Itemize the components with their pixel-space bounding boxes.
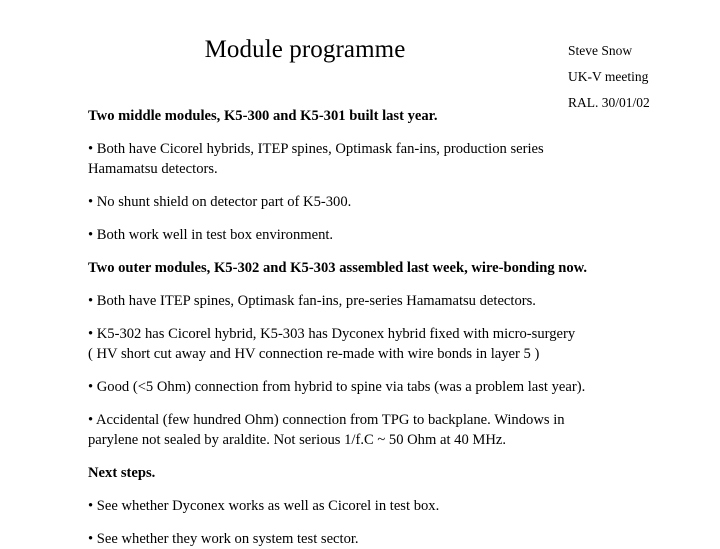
bullet-icon: • [88, 412, 94, 428]
bullet-text: See whether they work on system test sector. [96, 531, 359, 547]
bullet-item [88, 529, 668, 549]
bullet-icon: • [88, 227, 94, 243]
bullet-item [88, 324, 668, 364]
slide-title-block [60, 36, 550, 65]
section-heading-next-steps: Next steps. [88, 465, 156, 481]
bullet-icon: • [88, 379, 94, 395]
bullet-icon: • [88, 293, 94, 309]
bullet-icon: • [88, 326, 94, 342]
bullet-text: Good (<5 Ohm) connection from hybrid to spine via tabs (was a problem last year). [96, 379, 586, 395]
bullet-text: Accidental (few hundred Ohm) connection from TPG to backplane. Windows in [95, 412, 565, 428]
bullet-text: K5-302 has Cicorel hybrid, K5-303 has Dyconex hybrid fixed with micro-surgery [96, 326, 576, 342]
bullet-icon: • [88, 194, 94, 210]
meta-author: Steve Snow [568, 43, 633, 58]
bullet-text: Both have ITEP spines, Optimask fan-ins, pre-series Hamamatsu detectors. [96, 293, 536, 309]
bullet-item [88, 192, 668, 212]
slide-body [88, 106, 668, 549]
bullet-text-continued: Hamamatsu detectors. [88, 161, 218, 177]
bullet-text: Both work well in test box environment. [96, 227, 334, 243]
meta-venue-date: RAL. 30/01/02 [568, 95, 650, 110]
meta-event: UK-V meeting [568, 69, 649, 84]
bullet-text-continued: parylene not sealed by araldite. Not serious 1/f.C ~ 50 Ohm at 40 MHz. [88, 432, 507, 448]
bullet-item [88, 410, 668, 450]
bullet-item [88, 225, 668, 245]
bullet-text: See whether Dyconex works as well as Cicorel in test box. [96, 498, 440, 514]
bullet-text: Both have Cicorel hybrids, ITEP spines, Optimask fan-ins, production series [96, 141, 544, 157]
bullet-item [88, 496, 668, 516]
bullet-item [88, 377, 668, 397]
section-heading-middle-modules: Two middle modules, K5-300 and K5-301 built last year. [88, 108, 438, 124]
bullet-text-continued: ( HV short cut away and HV connection re-made with wire bonds in layer 5 ) [88, 346, 540, 362]
bullet-icon: • [88, 531, 94, 547]
bullet-item [88, 291, 668, 311]
bullet-icon: • [88, 498, 94, 514]
bullet-icon: • [88, 141, 94, 157]
bullet-text: No shunt shield on detector part of K5-300. [96, 194, 352, 210]
page-title: Module programme [204, 36, 406, 63]
bullet-item [88, 139, 668, 179]
slide-meta-block [568, 38, 718, 116]
section-heading-outer-modules: Two outer modules, K5-302 and K5-303 assembled last week, wire-bonding now. [88, 260, 588, 276]
